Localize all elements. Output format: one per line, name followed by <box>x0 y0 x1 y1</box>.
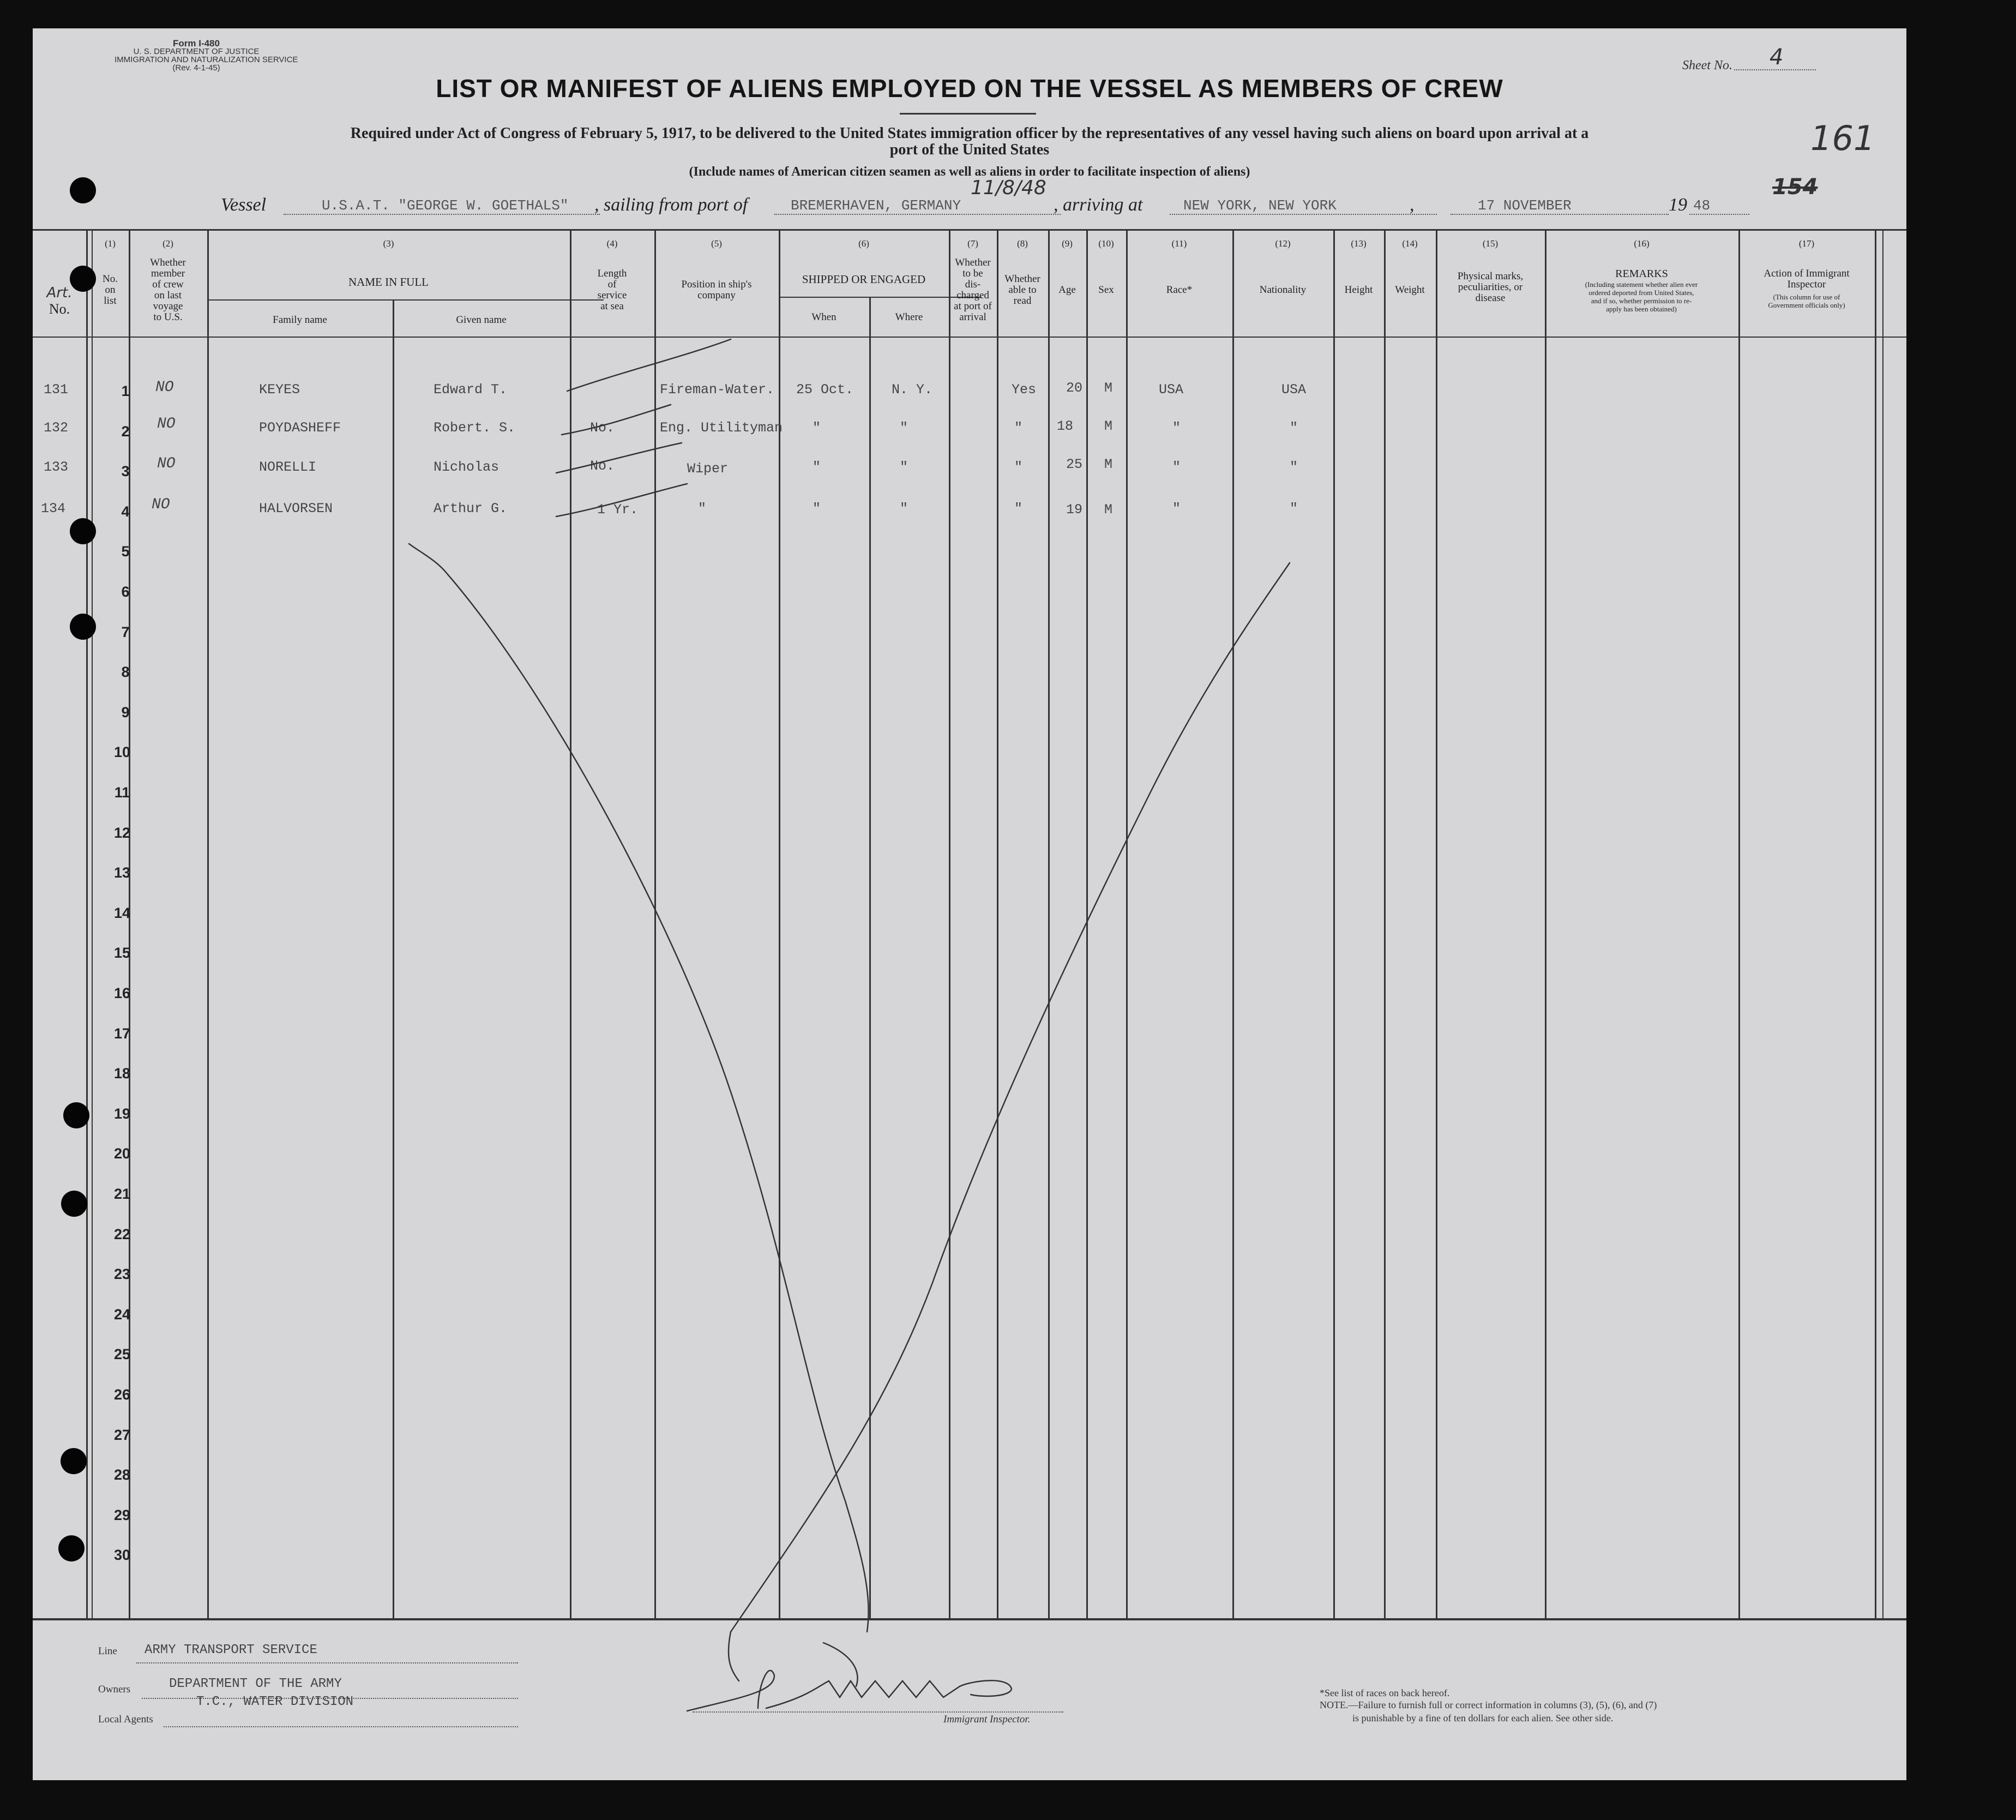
col-4-line-1: Length <box>597 268 627 279</box>
age: 20 <box>1066 380 1083 396</box>
diagonal-stroke <box>562 405 671 435</box>
row-number: 16 <box>113 985 131 1001</box>
punch-hole <box>70 266 96 292</box>
row-number: 4 <box>121 503 130 520</box>
sailing-date-handwritten: 11/8/48 <box>971 177 1046 199</box>
row-number: 28 <box>113 1467 131 1483</box>
col-2-line-5: voyage <box>153 301 183 312</box>
punch-hole <box>70 518 96 544</box>
row-number: 6 <box>121 584 130 600</box>
punch-hole <box>63 1102 89 1128</box>
shipped-where: N. Y. <box>892 382 933 398</box>
punch-hole <box>61 1191 87 1217</box>
nationality: " <box>1290 420 1298 436</box>
row-number: 1 <box>121 383 130 399</box>
shipped-when: " <box>813 501 821 516</box>
nationality: USA <box>1281 382 1307 398</box>
page-title: LIST OR MANIFEST OF ALIENS EMPLOYED ON THE VESSEL AS MEMBERS OF CREW <box>436 74 1503 103</box>
local-agents-label: Local Agents <box>98 1714 153 1725</box>
row-number: 13 <box>113 864 131 881</box>
given-name: Edward T. <box>434 382 508 398</box>
family-name: NORELLI <box>259 459 317 475</box>
service-length: No. <box>590 420 615 436</box>
colnum-12: (12) <box>1275 238 1291 249</box>
comma: , <box>1410 195 1415 215</box>
col-5-line-1: Position in ship's <box>681 279 752 290</box>
form-service: IMMIGRATION AND NATURALIZATION SERVICE <box>115 55 298 64</box>
row-number: 29 <box>113 1506 131 1523</box>
given-name: Nicholas <box>434 459 500 475</box>
colnum-7: (7) <box>967 238 978 249</box>
row-number: 26 <box>113 1386 131 1403</box>
last-voyage: NO <box>157 455 176 472</box>
last-voyage: NO <box>152 496 170 513</box>
remarks-line-2: ordered deported from United States, <box>1588 289 1694 297</box>
year-prefix: 19 <box>1669 195 1687 215</box>
requirement-line-1: Required under Act of Congress of February 5, 1917, to be delivered to the United States immigration officer by the representatives of any vessel having such aliens on board upon arrival at a <box>350 125 1589 142</box>
owners-label: Owners <box>98 1684 131 1695</box>
able-to-read: Yes <box>1012 382 1037 398</box>
col-2-line-2: member <box>151 268 185 279</box>
row-number: 21 <box>113 1186 131 1202</box>
line-value: ARMY TRANSPORT SERVICE <box>145 1643 317 1657</box>
sex: M <box>1104 380 1113 396</box>
family-name: POYDASHEFF <box>259 420 341 436</box>
art-label: Art. <box>46 285 73 301</box>
row-number: 17 <box>113 1025 131 1042</box>
sex: M <box>1104 418 1113 434</box>
diagonal-stroke <box>556 484 687 516</box>
given-name: Robert. S. <box>434 420 516 436</box>
row-number: 12 <box>113 824 131 841</box>
punch-hole <box>58 1535 85 1561</box>
sex: M <box>1104 502 1113 518</box>
colnum-1: (1) <box>105 238 116 249</box>
row-number: 8 <box>121 664 130 681</box>
family-name: KEYES <box>259 382 300 398</box>
position: Eng. Utilityman <box>660 420 783 436</box>
shipped-when: " <box>813 420 821 436</box>
diagonal-stroke <box>567 339 731 391</box>
races-note: *See list of races on back hereof. <box>1320 1687 1450 1698</box>
cancel-stroke-right <box>729 563 1290 1681</box>
arrival-port: NEW YORK, NEW YORK <box>1183 197 1337 214</box>
row-number: 19 <box>113 1105 131 1122</box>
last-voyage: NO <box>155 379 174 396</box>
col-15-line-2: peculiarities, or <box>1458 281 1523 293</box>
row-number: 11 <box>114 784 130 801</box>
struck-page-number: 154 <box>1772 175 1818 200</box>
colnum-15: (15) <box>1482 238 1499 249</box>
row-number: 14 <box>113 904 131 921</box>
race: USA <box>1159 382 1184 398</box>
row-number: 3 <box>121 463 130 480</box>
able-to-read: " <box>1014 459 1023 475</box>
col-2-line-3: of crew <box>152 279 184 290</box>
col-7-line-3: dis- <box>965 279 981 290</box>
colnum-13: (13) <box>1351 238 1367 249</box>
race-heading: Race* <box>1166 284 1193 296</box>
age: 18 <box>1057 418 1074 434</box>
age-heading: Age <box>1058 284 1076 296</box>
col-4-line-4: at sea <box>600 301 624 312</box>
shipped-when: " <box>813 459 821 475</box>
sailing-port: BREMERHAVEN, GERMANY <box>791 197 961 214</box>
col-8-line-1: Whether <box>1004 273 1040 285</box>
row-number: 7 <box>121 623 130 640</box>
weight-heading: Weight <box>1395 284 1425 296</box>
colnum-16: (16) <box>1634 238 1650 249</box>
family-name-heading: Family name <box>273 314 327 326</box>
row-number: 18 <box>113 1065 131 1082</box>
row-number: 22 <box>113 1226 131 1242</box>
position: Fireman-Water. <box>660 382 775 398</box>
punch-hole <box>61 1448 87 1474</box>
vessel-name: U.S.A.T. "GEORGE W. GOETHALS" <box>322 197 569 214</box>
penalty-note-2: is punishable by a fine of ten dollars for each alien. See other side. <box>1352 1713 1614 1723</box>
remarks-line-1: (Including statement whether alien ever <box>1585 280 1698 289</box>
sex: M <box>1104 456 1113 472</box>
position: " <box>698 501 707 516</box>
manifest-sheet <box>33 28 1906 1780</box>
owners-value-2: T.C., WATER DIVISION <box>196 1695 354 1709</box>
include-note: (Include names of American citizen seamen as well as aliens in order to facilitate inspection of aliens) <box>689 165 1250 179</box>
service-length: 1 Yr. <box>597 502 639 518</box>
cancel-stroke-left <box>409 544 869 1632</box>
col-4-line-2: of <box>607 279 617 290</box>
local-agents-rule <box>164 1726 518 1727</box>
art-no: 132 <box>44 420 69 436</box>
colnum-10: (10) <box>1098 238 1114 249</box>
shipped-where: " <box>900 501 908 516</box>
punch-hole <box>70 614 96 640</box>
arriving-label: , arriving at <box>1054 195 1143 215</box>
form-number: Form I-480 <box>173 38 220 49</box>
given-name: Arthur G. <box>434 501 508 516</box>
age: 25 <box>1066 456 1083 472</box>
sex-heading: Sex <box>1098 284 1114 296</box>
year-suffix: 48 <box>1693 197 1711 214</box>
colnum-9: (9) <box>1062 238 1073 249</box>
owners-value-1: DEPARTMENT OF THE ARMY <box>169 1677 342 1691</box>
row-number: 5 <box>121 543 130 560</box>
race: " <box>1172 420 1181 436</box>
shipped-heading: SHIPPED OR ENGAGED <box>802 273 926 286</box>
colnum-3: (3) <box>383 238 394 249</box>
sheet-no-label: Sheet No. <box>1682 58 1732 73</box>
row-number: 27 <box>113 1426 131 1443</box>
col-15-line-3: disease <box>1475 292 1506 304</box>
row-number: 24 <box>113 1306 131 1323</box>
able-to-read: " <box>1014 420 1023 436</box>
row-number: 20 <box>113 1145 131 1162</box>
col-17-line-3: (This column for use of <box>1773 293 1840 301</box>
name-in-full-heading: NAME IN FULL <box>348 275 429 289</box>
colnum-14: (14) <box>1402 238 1418 249</box>
height-heading: Height <box>1344 284 1373 296</box>
vessel-label: Vessel <box>221 195 267 215</box>
race: " <box>1172 501 1181 516</box>
row-number: 25 <box>113 1346 131 1363</box>
nationality-heading: Nationality <box>1259 284 1307 296</box>
col-1-line-2: on <box>105 284 116 296</box>
col-2-line-1: Whether <box>150 257 186 268</box>
punch-hole <box>70 177 96 203</box>
remarks-line-4: apply has been obtained) <box>1606 305 1677 313</box>
remarks-line-3: and if so, whether permission to re- <box>1591 297 1692 305</box>
art-no: 131 <box>44 382 69 398</box>
form-agency: U. S. DEPARTMENT OF JUSTICE <box>133 47 260 56</box>
col-7-line-5: at port of <box>954 301 992 312</box>
pen-marks <box>33 28 1906 1780</box>
col-7-line-2: to be <box>962 268 983 279</box>
art-no: 134 <box>41 501 66 516</box>
signature-flourish <box>823 1643 858 1686</box>
colnum-11: (11) <box>1171 238 1187 249</box>
line-rule <box>136 1662 518 1663</box>
row-number: 15 <box>113 945 131 962</box>
row-number: 23 <box>113 1266 131 1283</box>
col-7-line-1: Whether <box>955 257 991 268</box>
colnum-6: (6) <box>858 238 869 249</box>
col-7-line-6: arrival <box>959 311 986 323</box>
shipped-where: " <box>900 459 908 475</box>
sheet-no-value: 4 <box>1770 45 1784 70</box>
col-2-line-4: on last <box>154 290 182 301</box>
age: 19 <box>1066 502 1083 518</box>
diagonal-stroke <box>556 443 682 473</box>
col-2-line-6: to U.S. <box>153 311 183 323</box>
no-label: No. <box>49 301 70 317</box>
shipped-when: 25 Oct. <box>796 382 854 398</box>
col-8-line-3: read <box>1013 295 1032 307</box>
col-15-line-1: Physical marks, <box>1457 271 1524 282</box>
nationality: " <box>1290 501 1298 516</box>
requirement-line-2: port of the United States <box>889 141 1050 158</box>
service-length: No. <box>590 458 615 474</box>
sailing-label: , sailing from port of <box>594 195 748 215</box>
inspector-rule <box>693 1711 1063 1713</box>
row-number: 9 <box>121 704 130 720</box>
col-8-line-2: able to <box>1008 284 1037 296</box>
shipped-where: " <box>900 420 908 436</box>
family-name: HALVORSEN <box>259 501 333 516</box>
col-4-line-3: service <box>597 290 627 301</box>
art-no: 133 <box>44 459 69 475</box>
able-to-read: " <box>1014 501 1023 516</box>
given-name-heading: Given name <box>456 314 507 326</box>
row-number: 2 <box>121 423 130 440</box>
colnum-2: (2) <box>163 238 173 249</box>
col-17-line-2: Inspector <box>1787 279 1826 290</box>
colnum-17: (17) <box>1798 238 1815 249</box>
last-voyage: NO <box>157 416 176 433</box>
when-heading: When <box>811 311 837 323</box>
inspector-label: Immigrant Inspector. <box>943 1714 1031 1725</box>
col-17-line-4: Government officials only) <box>1768 301 1845 309</box>
row-number: 30 <box>113 1547 131 1564</box>
position: Wiper <box>687 461 729 477</box>
row-number: 10 <box>113 744 131 761</box>
form-revision: (Rev. 4-1-45) <box>172 63 220 73</box>
col-5-line-2: company <box>697 290 736 301</box>
col-7-line-4: charged <box>956 290 989 301</box>
col-1-line-3: list <box>104 295 117 307</box>
penalty-note-1: NOTE.—Failure to furnish full or correct information in columns (3), (5), (6), and (7) <box>1320 1699 1657 1710</box>
arrival-date: 17 NOVEMBER <box>1478 197 1572 214</box>
colnum-4: (4) <box>606 238 618 249</box>
nationality: " <box>1290 459 1298 475</box>
line-label: Line <box>98 1645 117 1657</box>
colnum-5: (5) <box>711 238 722 249</box>
col-17-line-1: Action of Immigrant <box>1764 268 1850 279</box>
colnum-8: (8) <box>1017 238 1028 249</box>
where-heading: Where <box>895 311 923 323</box>
page-number-handwritten: 161 <box>1810 118 1875 158</box>
race: " <box>1172 459 1181 475</box>
remarks-heading: REMARKS <box>1615 268 1668 280</box>
col-1-line-1: No. <box>103 273 118 285</box>
